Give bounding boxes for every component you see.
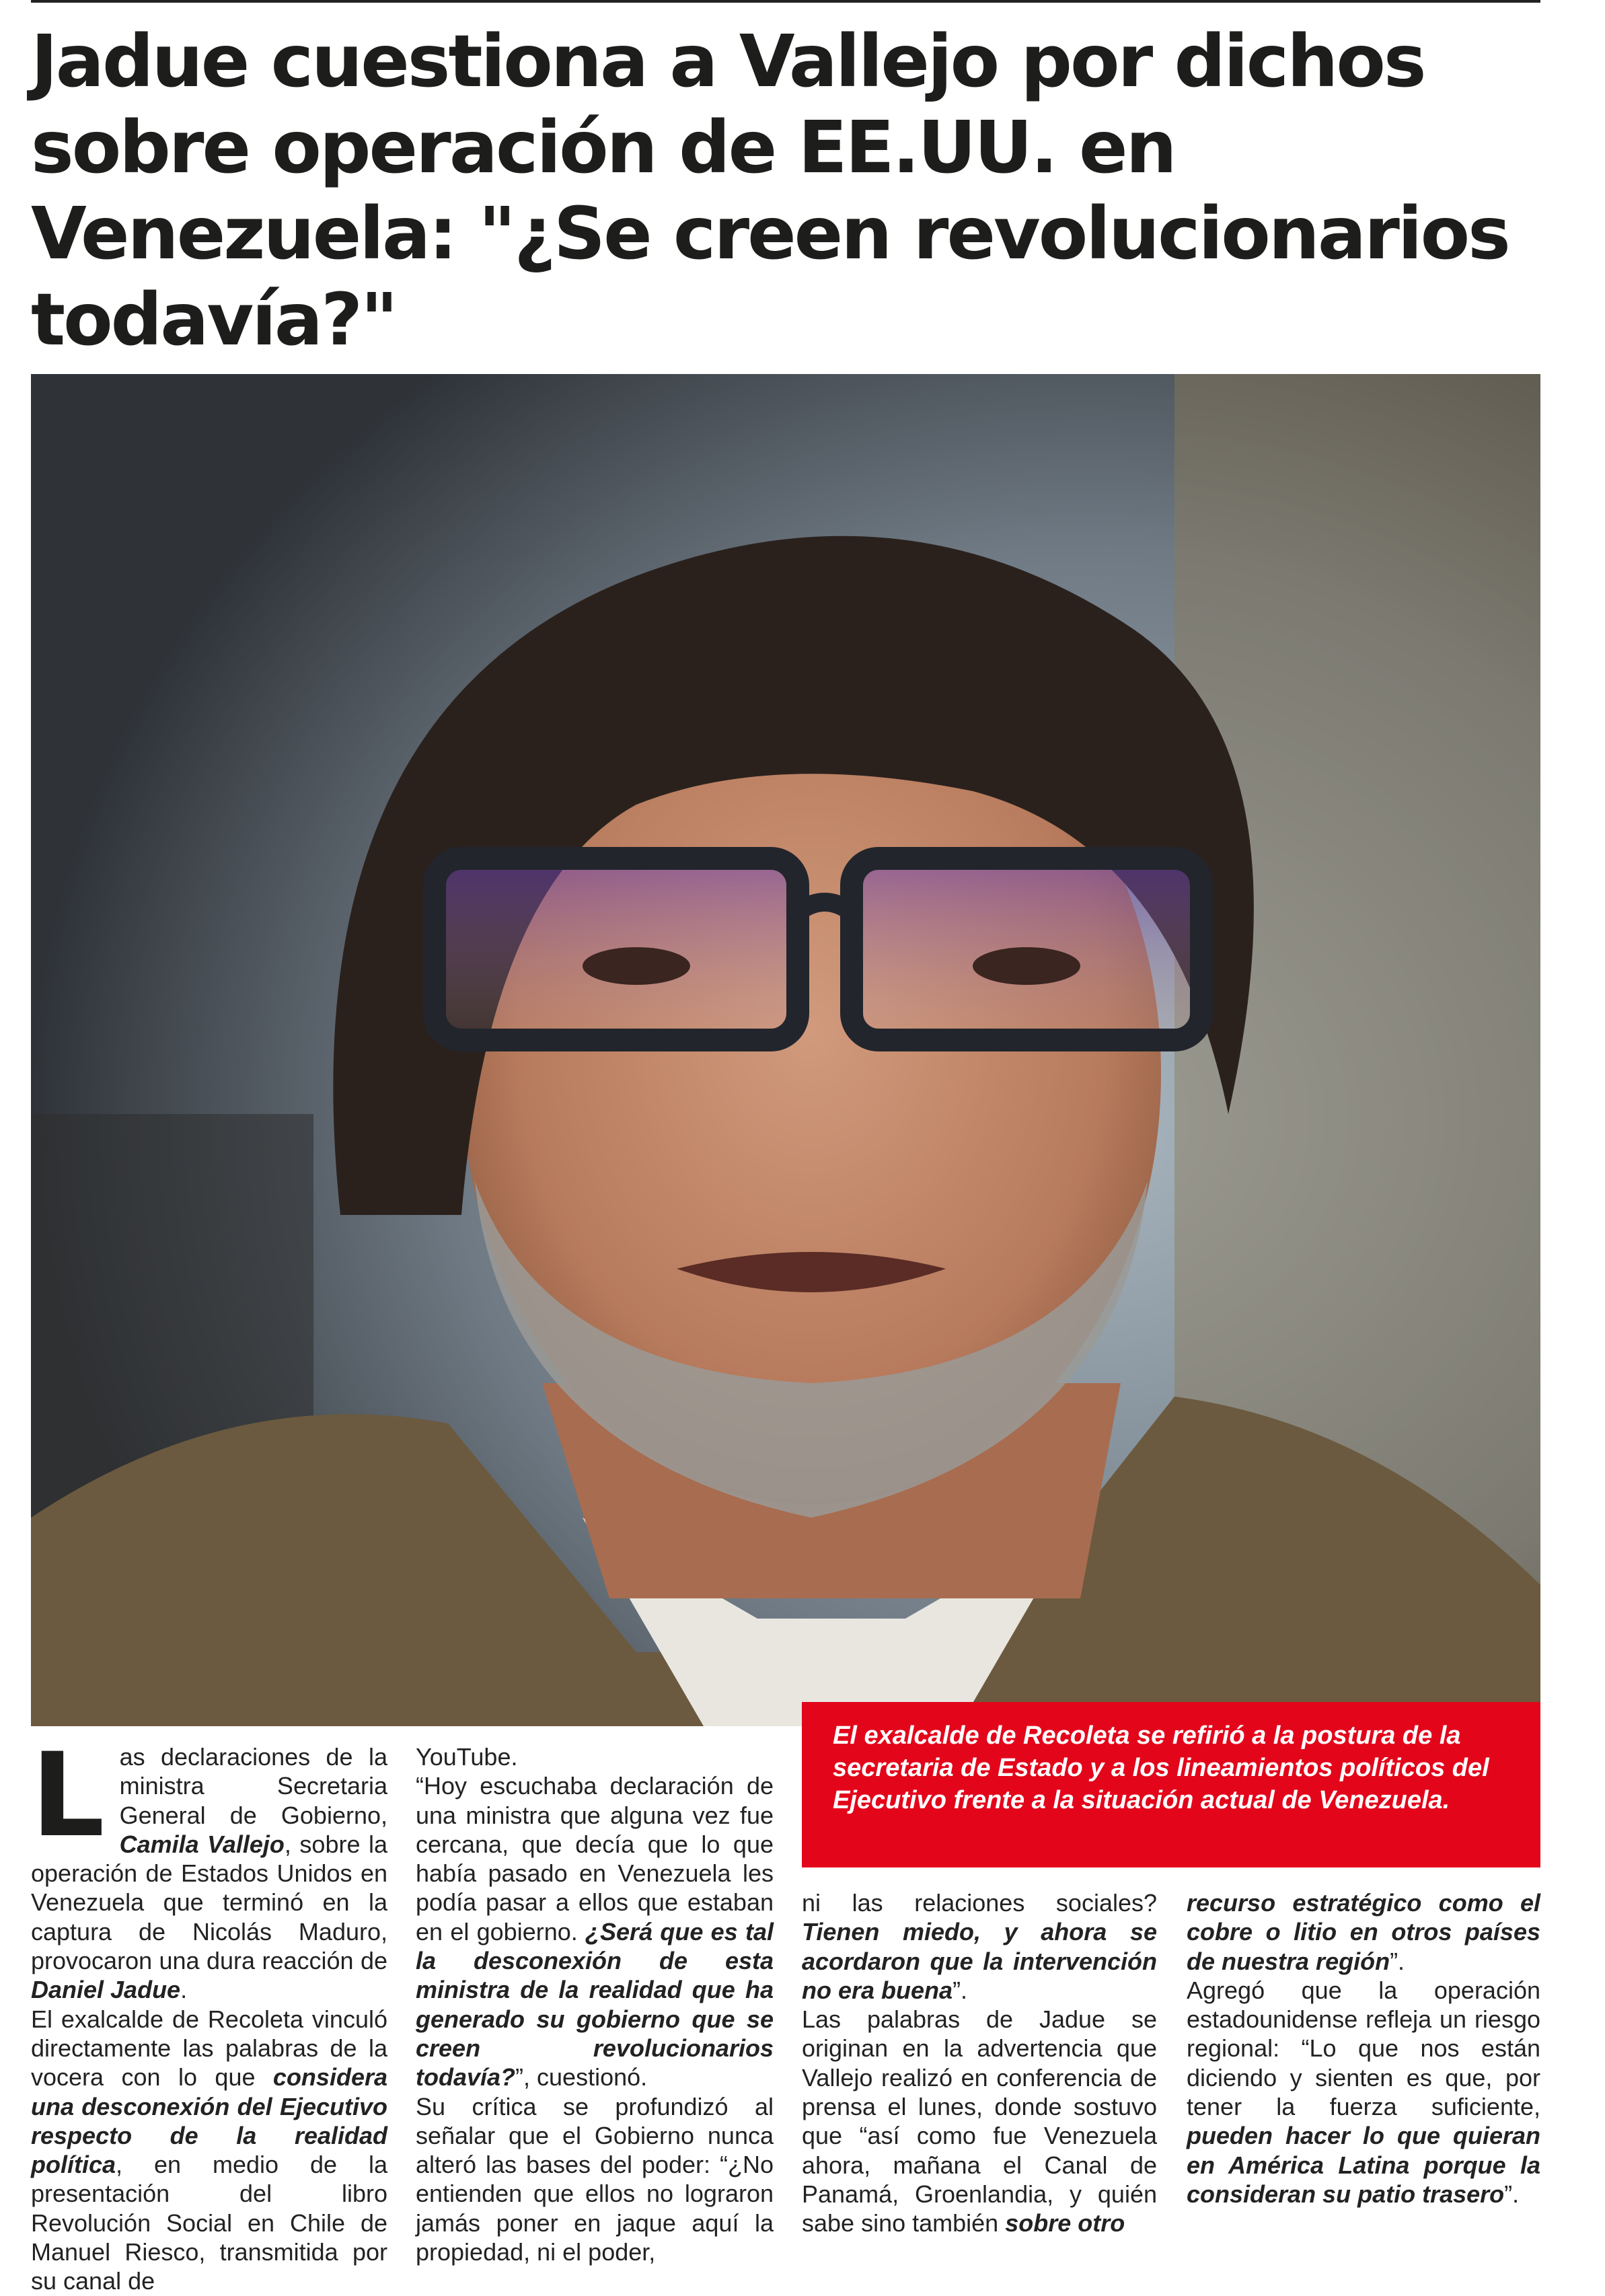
text-run: . <box>180 1976 188 2004</box>
photo-caption-box <box>802 1702 1540 1867</box>
article-column-1 <box>31 1728 388 2296</box>
paragraph <box>1187 1888 1540 1976</box>
paragraph <box>31 1728 388 2005</box>
text-run: Las palabras de Jadue se originan en la advertencia que Vallejo realizó en conferencia de prensa el lunes, donde sostuvo que “así como fue Venezuela ahora, mañana el Canal de Panamá, Groenlandia, y quién sabe sino también <box>802 2005 1157 2237</box>
portrait-photo <box>31 374 1540 1726</box>
text-run: ni las relaciones sociales? <box>802 1889 1157 1917</box>
paragraph: YouTube. <box>416 1743 518 1771</box>
name-daniel-jadue: Daniel Jadue <box>31 1976 181 2004</box>
article-column-3 <box>802 1888 1157 2238</box>
headline: Jadue cuestiona a Vallejo por dichos sobre operación de EE.UU. en Venezuela: "¿Se creen revolucionarios todavía?" <box>31 20 1509 362</box>
emphasis: pueden hacer lo que quieran en América Latina porque la consideran su patio trasero <box>1187 2122 1540 2208</box>
text-run: , en medio de la presentación del libro Revolución Social en Chile de Manuel Riesco, transmitida por su canal de <box>31 2151 387 2295</box>
paragraph <box>1187 1976 1540 2209</box>
article-column-2 <box>416 1742 774 2266</box>
paragraph <box>802 2005 1157 2237</box>
text-run: Agregó que la operación estadounidense refleja un riesgo regional: “Lo que nos están diciendo y sienten es que, por tener la fuerza suficiente, <box>1187 1976 1540 2121</box>
name-camila-vallejo: Camila Vallejo <box>119 1830 285 1858</box>
photo-caption: El exalcalde de Recoleta se refirió a la postura de la secretaria de Estado y a los lineamientos políticos del Ejecutivo frente a la situación actual de Venezuela. <box>833 1721 1489 1814</box>
emphasis: recurso estratégico como el cobre o litio en otros países de nuestra región <box>1187 1889 1540 1975</box>
text-run: “Hoy escuchaba declaración de una ministra que alguna vez fue cercana, que decía que lo que había pasado en Venezuela les podía pasar a ellos que estaban en el gobierno. <box>416 1772 774 1946</box>
text-run: ”, cuestionó. <box>515 2063 648 2091</box>
text-run: , sobre la operación de Estados Unidos en Venezuela que terminó en la captura de Nicolás Maduro, provocaron una dura reacción de <box>31 1830 388 1975</box>
drop-cap: L <box>31 1728 105 1863</box>
portrait-illustration <box>31 374 1540 1726</box>
article-column-4 <box>1187 1888 1540 2209</box>
text-run: ”. <box>1390 1947 1405 1975</box>
paragraph <box>31 2005 387 2296</box>
paragraph <box>416 1771 774 2091</box>
paragraph: Su crítica se profundizó al señalar que el Gobierno nunca alteró las bases del poder: “¿No entienden que ellos no lograron jamás poner en jaque aquí la propiedad, ni el poder, <box>416 2092 774 2266</box>
emphasis: sobre otro <box>1005 2209 1125 2237</box>
text-run: as declaraciones de la ministra Secretaria General de Gobierno, <box>119 1743 387 1829</box>
emphasis: considera una desconexión del Ejecutivo respecto de la realidad política <box>31 2063 387 2179</box>
top-rule <box>31 0 1540 3</box>
text-run: El exalcalde de Recoleta vinculó directamente las palabras de la vocera con lo que <box>31 2005 387 2091</box>
paragraph <box>802 1888 1157 2005</box>
text-run: ”. <box>953 1976 968 2004</box>
emphasis: Tienen miedo, y ahora se acordaron que la intervención no era buena <box>802 1918 1157 2004</box>
text-run: ”. <box>1504 2180 1520 2208</box>
emphasis: ¿Será que es tal la desconexión de esta ministra de la realidad que ha generado su gobierno que se creen revolucionarios todavía? <box>416 1917 774 2091</box>
